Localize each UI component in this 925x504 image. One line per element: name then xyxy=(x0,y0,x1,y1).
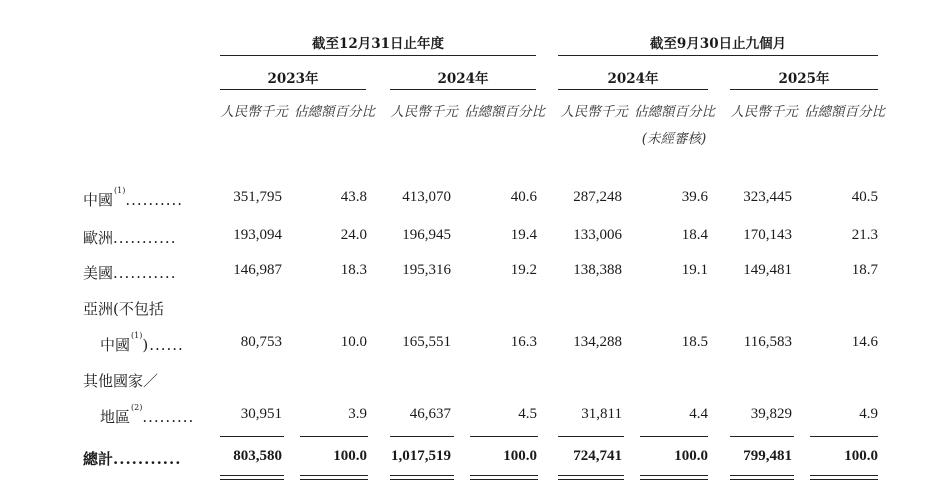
subtotal-rule-4 xyxy=(470,436,538,437)
cell-other-2023-amount: 30,951 xyxy=(240,406,282,422)
cell-other-2024-9m-amount: 31,811 xyxy=(581,406,622,422)
cell-europe-2023-percent: 24.0 xyxy=(340,227,367,243)
total-double-rule-2b xyxy=(300,479,368,480)
cell-asia-2025-9m-percent: 14.6 xyxy=(851,334,878,350)
col-header-percent-2: 佔總額百分比 xyxy=(464,104,545,120)
cell-europe-2024-9m-percent: 18.4 xyxy=(681,227,708,243)
cell-europe-2024-percent: 19.4 xyxy=(510,227,537,243)
cell-total-2024-9m-amount: 724,741 xyxy=(573,448,622,464)
cell-europe-2023-amount: 193,094 xyxy=(233,227,282,243)
year-header-2024-9m: 2024年 xyxy=(607,71,659,87)
total-double-rule-3b xyxy=(390,479,454,480)
total-double-rule-7b xyxy=(730,479,794,480)
year-rule-3 xyxy=(558,89,708,90)
cell-other-2024-9m-percent: 4.4 xyxy=(689,406,708,422)
cell-china-2025-9m-percent: 40.5 xyxy=(851,189,878,205)
subtotal-rule-8 xyxy=(810,436,878,437)
cell-asia-2023-percent: 10.0 xyxy=(340,334,367,350)
col-header-amount-2: 人民幣千元 xyxy=(390,104,458,120)
col-header-percent-3: 佔總額百分比 xyxy=(634,104,715,120)
total-double-rule-7a xyxy=(730,475,794,476)
total-double-rule-5a xyxy=(558,475,624,476)
subtotal-rule-6 xyxy=(640,436,708,437)
subtotal-rule-3 xyxy=(390,436,454,437)
cell-total-2025-9m-percent: 100.0 xyxy=(844,448,878,464)
total-double-rule-8b xyxy=(810,479,878,480)
subtotal-rule-5 xyxy=(558,436,624,437)
col-header-amount-4: 人民幣千元 xyxy=(730,104,798,120)
year-rule-1 xyxy=(220,89,366,90)
year-header-2025-9m: 2025年 xyxy=(778,71,830,87)
row-label-china: 中國$^{(1)}$.......... xyxy=(83,186,184,209)
cell-total-2023-percent: 100.0 xyxy=(333,448,367,464)
row-label-usa: 美國........... xyxy=(83,264,177,282)
cell-asia-2025-9m-amount: 116,583 xyxy=(743,334,792,350)
cell-usa-2024-9m-amount: 138,388 xyxy=(573,262,622,278)
cell-usa-2024-9m-percent: 19.1 xyxy=(681,262,708,278)
unaudited-note: (未經審核) xyxy=(641,131,707,147)
total-double-rule-1b xyxy=(220,479,284,480)
cell-europe-2025-9m-amount: 170,143 xyxy=(743,227,792,243)
total-double-rule-6a xyxy=(640,475,708,476)
cell-usa-2023-amount: 146,987 xyxy=(233,262,282,278)
cell-usa-2023-percent: 18.3 xyxy=(340,262,367,278)
cell-total-2023-amount: 803,580 xyxy=(233,448,282,464)
cell-europe-2025-9m-percent: 21.3 xyxy=(851,227,878,243)
cell-total-2024-amount: 1,017,519 xyxy=(391,448,451,464)
cell-other-2024-amount: 46,637 xyxy=(409,406,451,422)
cell-asia-2023-amount: 80,753 xyxy=(240,334,282,350)
col-header-amount-1: 人民幣千元 xyxy=(220,104,288,120)
subtotal-rule-7 xyxy=(730,436,794,437)
cell-china-2024-percent: 40.6 xyxy=(510,189,537,205)
cell-other-2024-percent: 4.5 xyxy=(518,406,537,422)
year-rule-4 xyxy=(730,89,878,90)
cell-china-2025-9m-amount: 323,445 xyxy=(743,189,792,205)
cell-asia-2024-percent: 16.3 xyxy=(510,334,537,350)
total-double-rule-1a xyxy=(220,475,284,476)
group2-rule xyxy=(558,55,878,56)
cell-usa-2025-9m-amount: 149,481 xyxy=(743,262,792,278)
cell-total-2024-percent: 100.0 xyxy=(503,448,537,464)
group-header-nine-months: 截至9月30日止九個月 xyxy=(649,36,787,52)
row-label-asia-line2: 中國$^{(1)}$)...... xyxy=(100,331,184,354)
year-rule-2 xyxy=(390,89,536,90)
cell-china-2023-amount: 351,795 xyxy=(233,189,282,205)
cell-usa-2025-9m-percent: 18.7 xyxy=(851,262,878,278)
total-double-rule-2a xyxy=(300,475,368,476)
col-header-percent-4: 佔總額百分比 xyxy=(804,104,885,120)
cell-other-2025-9m-percent: 4.9 xyxy=(859,406,878,422)
cell-china-2024-9m-amount: 287,248 xyxy=(573,189,622,205)
cell-china-2024-9m-percent: 39.6 xyxy=(681,189,708,205)
group-header-fiscal-year: 截至12月31日止年度 xyxy=(311,36,445,52)
cell-usa-2024-percent: 19.2 xyxy=(510,262,537,278)
col-header-amount-3: 人民幣千元 xyxy=(560,104,628,120)
cell-other-2025-9m-amount: 39,829 xyxy=(750,406,792,422)
cell-europe-2024-9m-amount: 133,006 xyxy=(573,227,622,243)
cell-asia-2024-amount: 165,551 xyxy=(402,334,451,350)
total-double-rule-6b xyxy=(640,479,708,480)
col-header-percent-1: 佔總額百分比 xyxy=(294,104,375,120)
row-label-other-line2: 地區$^{(2)}$......... xyxy=(100,403,195,426)
cell-asia-2024-9m-amount: 134,288 xyxy=(573,334,622,350)
row-label-asia-line1: 亞洲(不包括 xyxy=(83,300,164,318)
row-label-europe: 歐洲........... xyxy=(83,229,177,247)
total-double-rule-3a xyxy=(390,475,454,476)
row-label-total: 總計........... xyxy=(83,450,182,468)
cell-china-2023-percent: 43.8 xyxy=(340,189,367,205)
cell-asia-2024-9m-percent: 18.5 xyxy=(681,334,708,350)
cell-usa-2024-amount: 195,316 xyxy=(402,262,451,278)
total-double-rule-5b xyxy=(558,479,624,480)
total-double-rule-4b xyxy=(470,479,538,480)
total-double-rule-8a xyxy=(810,475,878,476)
row-label-other-line1: 其他國家／ xyxy=(83,372,159,390)
subtotal-rule-2 xyxy=(300,436,368,437)
cell-total-2024-9m-percent: 100.0 xyxy=(674,448,708,464)
group1-rule xyxy=(220,55,536,56)
cell-total-2025-9m-amount: 799,481 xyxy=(743,448,792,464)
subtotal-rule-1 xyxy=(220,436,284,437)
year-header-2023: 2023年 xyxy=(267,71,319,87)
cell-europe-2024-amount: 196,945 xyxy=(402,227,451,243)
cell-other-2023-percent: 3.9 xyxy=(348,406,367,422)
year-header-2024: 2024年 xyxy=(437,71,489,87)
total-double-rule-4a xyxy=(470,475,538,476)
cell-china-2024-amount: 413,070 xyxy=(402,189,451,205)
